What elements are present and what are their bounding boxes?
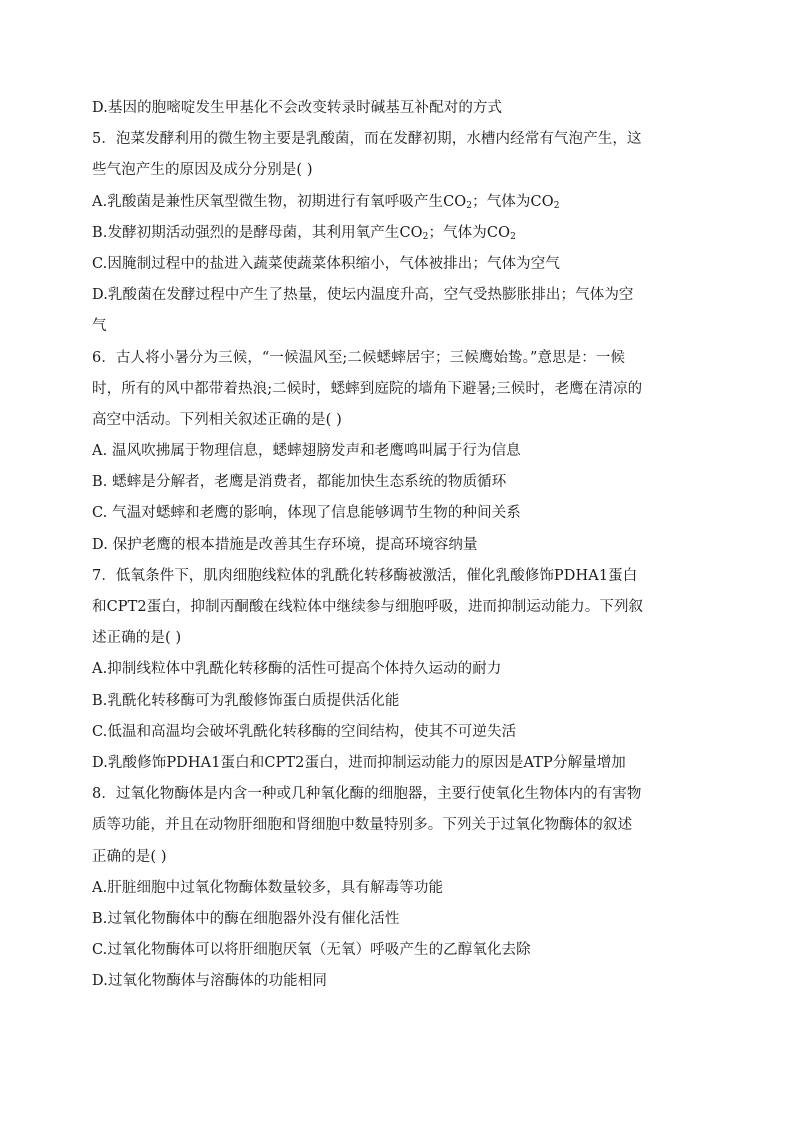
q5-option-d-line-1: D.乳酸菌在发酵过程中产生了热量，使坛内温度升高，空气受热膨胀排出；气体为空 <box>92 287 634 304</box>
q5-option-b-text-2: ；气体为CO <box>428 224 511 241</box>
q5-option-b-subscript-2: 2 <box>510 231 516 242</box>
q5-option-a-text-2: ；气体为CO <box>472 193 554 210</box>
q5-option-a-subscript-2: 2 <box>553 200 560 211</box>
q5-option-d-line-2: 气 <box>92 318 107 335</box>
q5-option-a-subscript-1: 2 <box>466 200 473 211</box>
q5-option-c: C.因腌制过程中的盐进入蔬菜使蔬菜体积缩小，气体被排出；气体为空气 <box>92 255 560 272</box>
q8-option-a: A.肝脏细胞中过氧化物酶体数量较多，具有解毒等功能 <box>92 879 444 896</box>
q6-option-a: A. 温风吹拂属于物理信息，蟋蟀翅膀发声和老鹰鸣叫属于行为信息 <box>92 443 521 460</box>
q5-option-a-text-1: A.乳酸菌是兼性厌氧型微生物，初期进行有氧呼吸产生CO <box>92 193 467 210</box>
q8-stem-line-3: 正确的是( ) <box>92 848 167 865</box>
q6-stem-line-1: 6．古人将小暑分为三候，“一候温风至;二候蟋蟀居宇；三候鹰始鸷。”意思是：一候 <box>92 349 626 366</box>
q5-option-b-subscript-1: 2 <box>422 231 429 242</box>
q8-option-d: D.过氧化物酶体与溶酶体的功能相同 <box>92 973 327 990</box>
question-list <box>92 93 702 997</box>
q7-option-d: D.乳酸修饰PDHA1蛋白和CPT2蛋白，进而抑制运动能力的原因是ATP分解量增加 <box>92 754 626 771</box>
q8-option-c: C.过氧化物酶体可以将肝细胞厌氧（无氧）呼吸产生的乙醇氧化去除 <box>92 942 531 959</box>
q5-stem-line-1: 5．泡菜发酵利用的微生物主要是乳酸菌，而在发酵初期，水槽内经常有气泡产生，这 <box>92 131 642 148</box>
q7-option-a: A.抑制线粒体中乳酰化转移酶的活性可提高个体持久运动的耐力 <box>92 661 502 678</box>
q6-option-d: D. 保护老鹰的根本措施是改善其生存环境，提高环境容纳量 <box>92 536 478 553</box>
q7-stem-line-3: 述正确的是( ) <box>92 630 182 647</box>
q6-option-c: C. 气温对蟋蟀和老鹰的影响，体现了信息能够调节生物的种间关系 <box>92 505 521 522</box>
q4-option-d: D.基因的胞嘧啶发生甲基化不会改变转录时碱基互补配对的方式 <box>92 100 503 116</box>
q5-stem-line-2: 些气泡产生的原因及成分分别是( ) <box>92 162 313 179</box>
q7-stem-line-2: 和CPT2蛋白，抑制丙酮酸在线粒体中继续参与细胞呼吸，进而抑制运动能力。下列叙 <box>92 599 644 615</box>
q5-option-a <box>92 187 702 218</box>
q5-option-b <box>92 218 702 249</box>
q7-option-c: C.低温和高温均会破坏乳酰化转移酶的空间结构，使其不可逆失活 <box>92 723 517 740</box>
q6-option-b: B. 蟋蟀是分解者，老鹰是消费者，都能加快生态系统的物质循环 <box>92 474 507 491</box>
q8-stem-line-2: 质等功能，并且在动物肝细胞和肾细胞中数量特别多。下列关于过氧化物酶体的叙述 <box>92 817 633 834</box>
q5-option-b-text-1: B.发酵初期活动强烈的是酵母菌，其利用氧产生CO <box>92 224 423 241</box>
q7-option-b: B.乳酰化转移酶可为乳酸修饰蛋白质提供活化能 <box>92 692 400 709</box>
q8-stem-line-1: 8．过氧化物酶体是内含一种或几种氧化酶的细胞器，主要行使氧化生物体内的有害物 <box>92 786 642 803</box>
q6-stem-line-2: 时，所有的风中都带着热浪;二候时，蟋蟀到庭院的墙角下避暑;三候时，老鹰在清凉的 <box>92 380 643 397</box>
q8-option-b: B.过氧化物酶体中的酶在细胞器外没有催化活性 <box>92 910 400 927</box>
q6-stem-line-3: 高空中活动。下列相关叙述正确的是( ) <box>92 411 342 428</box>
q7-stem-line-1: 7．低氧条件下，肌肉细胞线粒体的乳酰化转移酶被激活，催化乳酸修饰PDHA1蛋白 <box>92 567 638 584</box>
